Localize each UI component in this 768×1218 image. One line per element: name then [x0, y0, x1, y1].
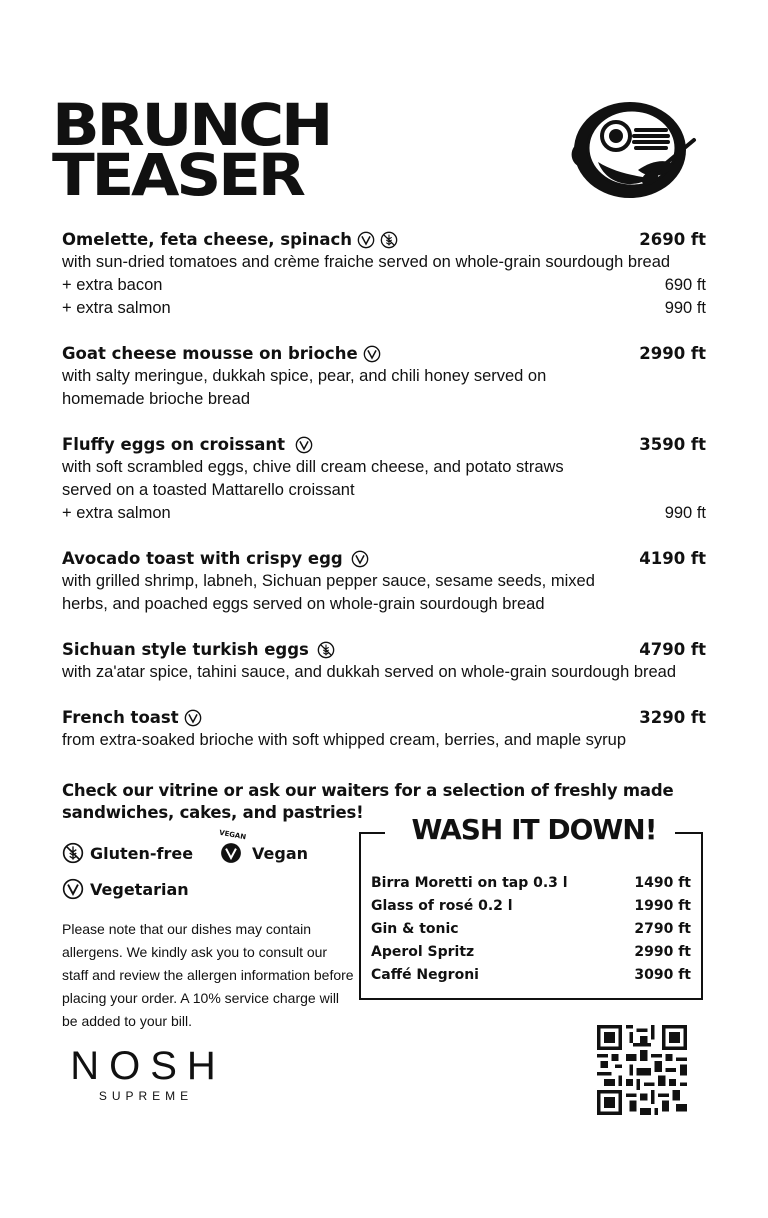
menu-item	[62, 342, 706, 411]
brand-logo	[66, 1044, 226, 1104]
brunch-plate-illustration-icon	[562, 100, 702, 200]
drinks-border-right	[675, 832, 703, 834]
menu-item-description: from extra-soaked brioche with soft whipped cream, berries, and maple syrup	[62, 731, 627, 749]
drinks-title: WASH IT DOWN!	[411, 813, 657, 846]
vegetarian-icon	[357, 231, 375, 249]
title-line-1: BRUNCH	[52, 91, 331, 159]
vitrine-notice: Check our vitrine or ask our waiters for a selection of freshly made sandwiches, cakes, and pastries!	[62, 781, 674, 822]
menu-item-name: Goat cheese mousse on brioche	[62, 342, 381, 365]
drinks-box	[359, 813, 703, 1000]
menu-item-description: with soft scrambled eggs, chive dill cream cheese, and potato straws served on a toasted Mattarello croissant	[62, 458, 564, 499]
menu-item-price: 4190 ft	[639, 549, 706, 568]
drink-row: Caffé Negroni 3090 ft	[371, 967, 691, 983]
page-title	[52, 91, 331, 209]
title-line-2: TEASER	[52, 141, 303, 209]
menu-item-price: 3290 ft	[639, 708, 706, 727]
gluten-free-icon	[317, 641, 335, 659]
menu-item	[62, 638, 706, 684]
legend-gluten-free: Gluten-free	[62, 842, 193, 864]
menu-item-description: with za'atar spice, tahini sauce, and dukkah served on whole-grain sourdough bread	[62, 663, 677, 681]
vegan-badge-text: VEGAN	[218, 828, 247, 842]
drinks-list	[371, 872, 691, 987]
vegetarian-icon	[351, 550, 369, 568]
menu-item	[62, 547, 706, 616]
menu-item-price: 2690 ft	[639, 230, 706, 249]
menu-item-description: with sun-dried tomatoes and crème fraiche served on whole-grain sourdough bread	[62, 253, 671, 271]
menu-item-price: 4790 ft	[639, 640, 706, 659]
qr-code-icon[interactable]	[597, 1025, 687, 1115]
drink-row: Gin & tonic 2790 ft	[371, 921, 691, 937]
vegetarian-icon	[184, 709, 202, 727]
menu-item-extra: + extra bacon 690 ft	[62, 276, 706, 294]
menu-item-extra: + extra salmon 990 ft	[62, 299, 706, 317]
menu-item-price: 3590 ft	[639, 435, 706, 454]
vegetarian-icon	[62, 878, 84, 900]
brand-name: NOSH	[70, 1044, 226, 1088]
menu-item-name: Avocado toast with crispy egg	[62, 547, 369, 570]
gluten-free-icon	[380, 231, 398, 249]
menu-item-price: 2990 ft	[639, 344, 706, 363]
menu-list	[62, 228, 706, 774]
gluten-free-icon	[62, 842, 84, 864]
vegan-icon	[218, 828, 247, 864]
drinks-border-left	[359, 832, 385, 834]
legend-vegan: VEGAN Vegan	[218, 828, 308, 863]
drink-row: Aperol Spritz 2990 ft	[371, 944, 691, 960]
menu-item-name: French toast	[62, 706, 202, 729]
menu-item	[62, 433, 706, 525]
menu-item-description: with salty meringue, dukkah spice, pear, and chili honey served on homemade brioche bread	[62, 367, 547, 408]
vegetarian-icon	[363, 345, 381, 363]
drink-row: Glass of rosé 0.2 l 1990 ft	[371, 898, 691, 914]
menu-item-name: Fluffy eggs on croissant	[62, 433, 313, 456]
menu-item-name: Sichuan style turkish eggs	[62, 638, 335, 661]
menu-item-name: Omelette, feta cheese, spinach	[62, 228, 398, 251]
drink-row: Birra Moretti on tap 0.3 l 1490 ft	[371, 875, 691, 891]
menu-item-description: with grilled shrimp, labneh, Sichuan pepper sauce, sesame seeds, mixed herbs, and poached eggs served on whole-grain sourdough bread	[62, 572, 595, 613]
menu-item	[62, 228, 706, 320]
vegetarian-icon	[295, 436, 313, 454]
menu-item-extra: + extra salmon 990 ft	[62, 504, 706, 522]
legend-vegetarian: Vegetarian	[62, 878, 189, 900]
menu-item	[62, 706, 706, 752]
allergen-note: Please note that our dishes may contain allergens. We kindly ask you to consult our staff and review the allergen information before placing your order. A 10% service charge will be added to your bill.	[62, 921, 354, 1029]
brand-subtitle: SUPREME	[98, 1089, 194, 1103]
